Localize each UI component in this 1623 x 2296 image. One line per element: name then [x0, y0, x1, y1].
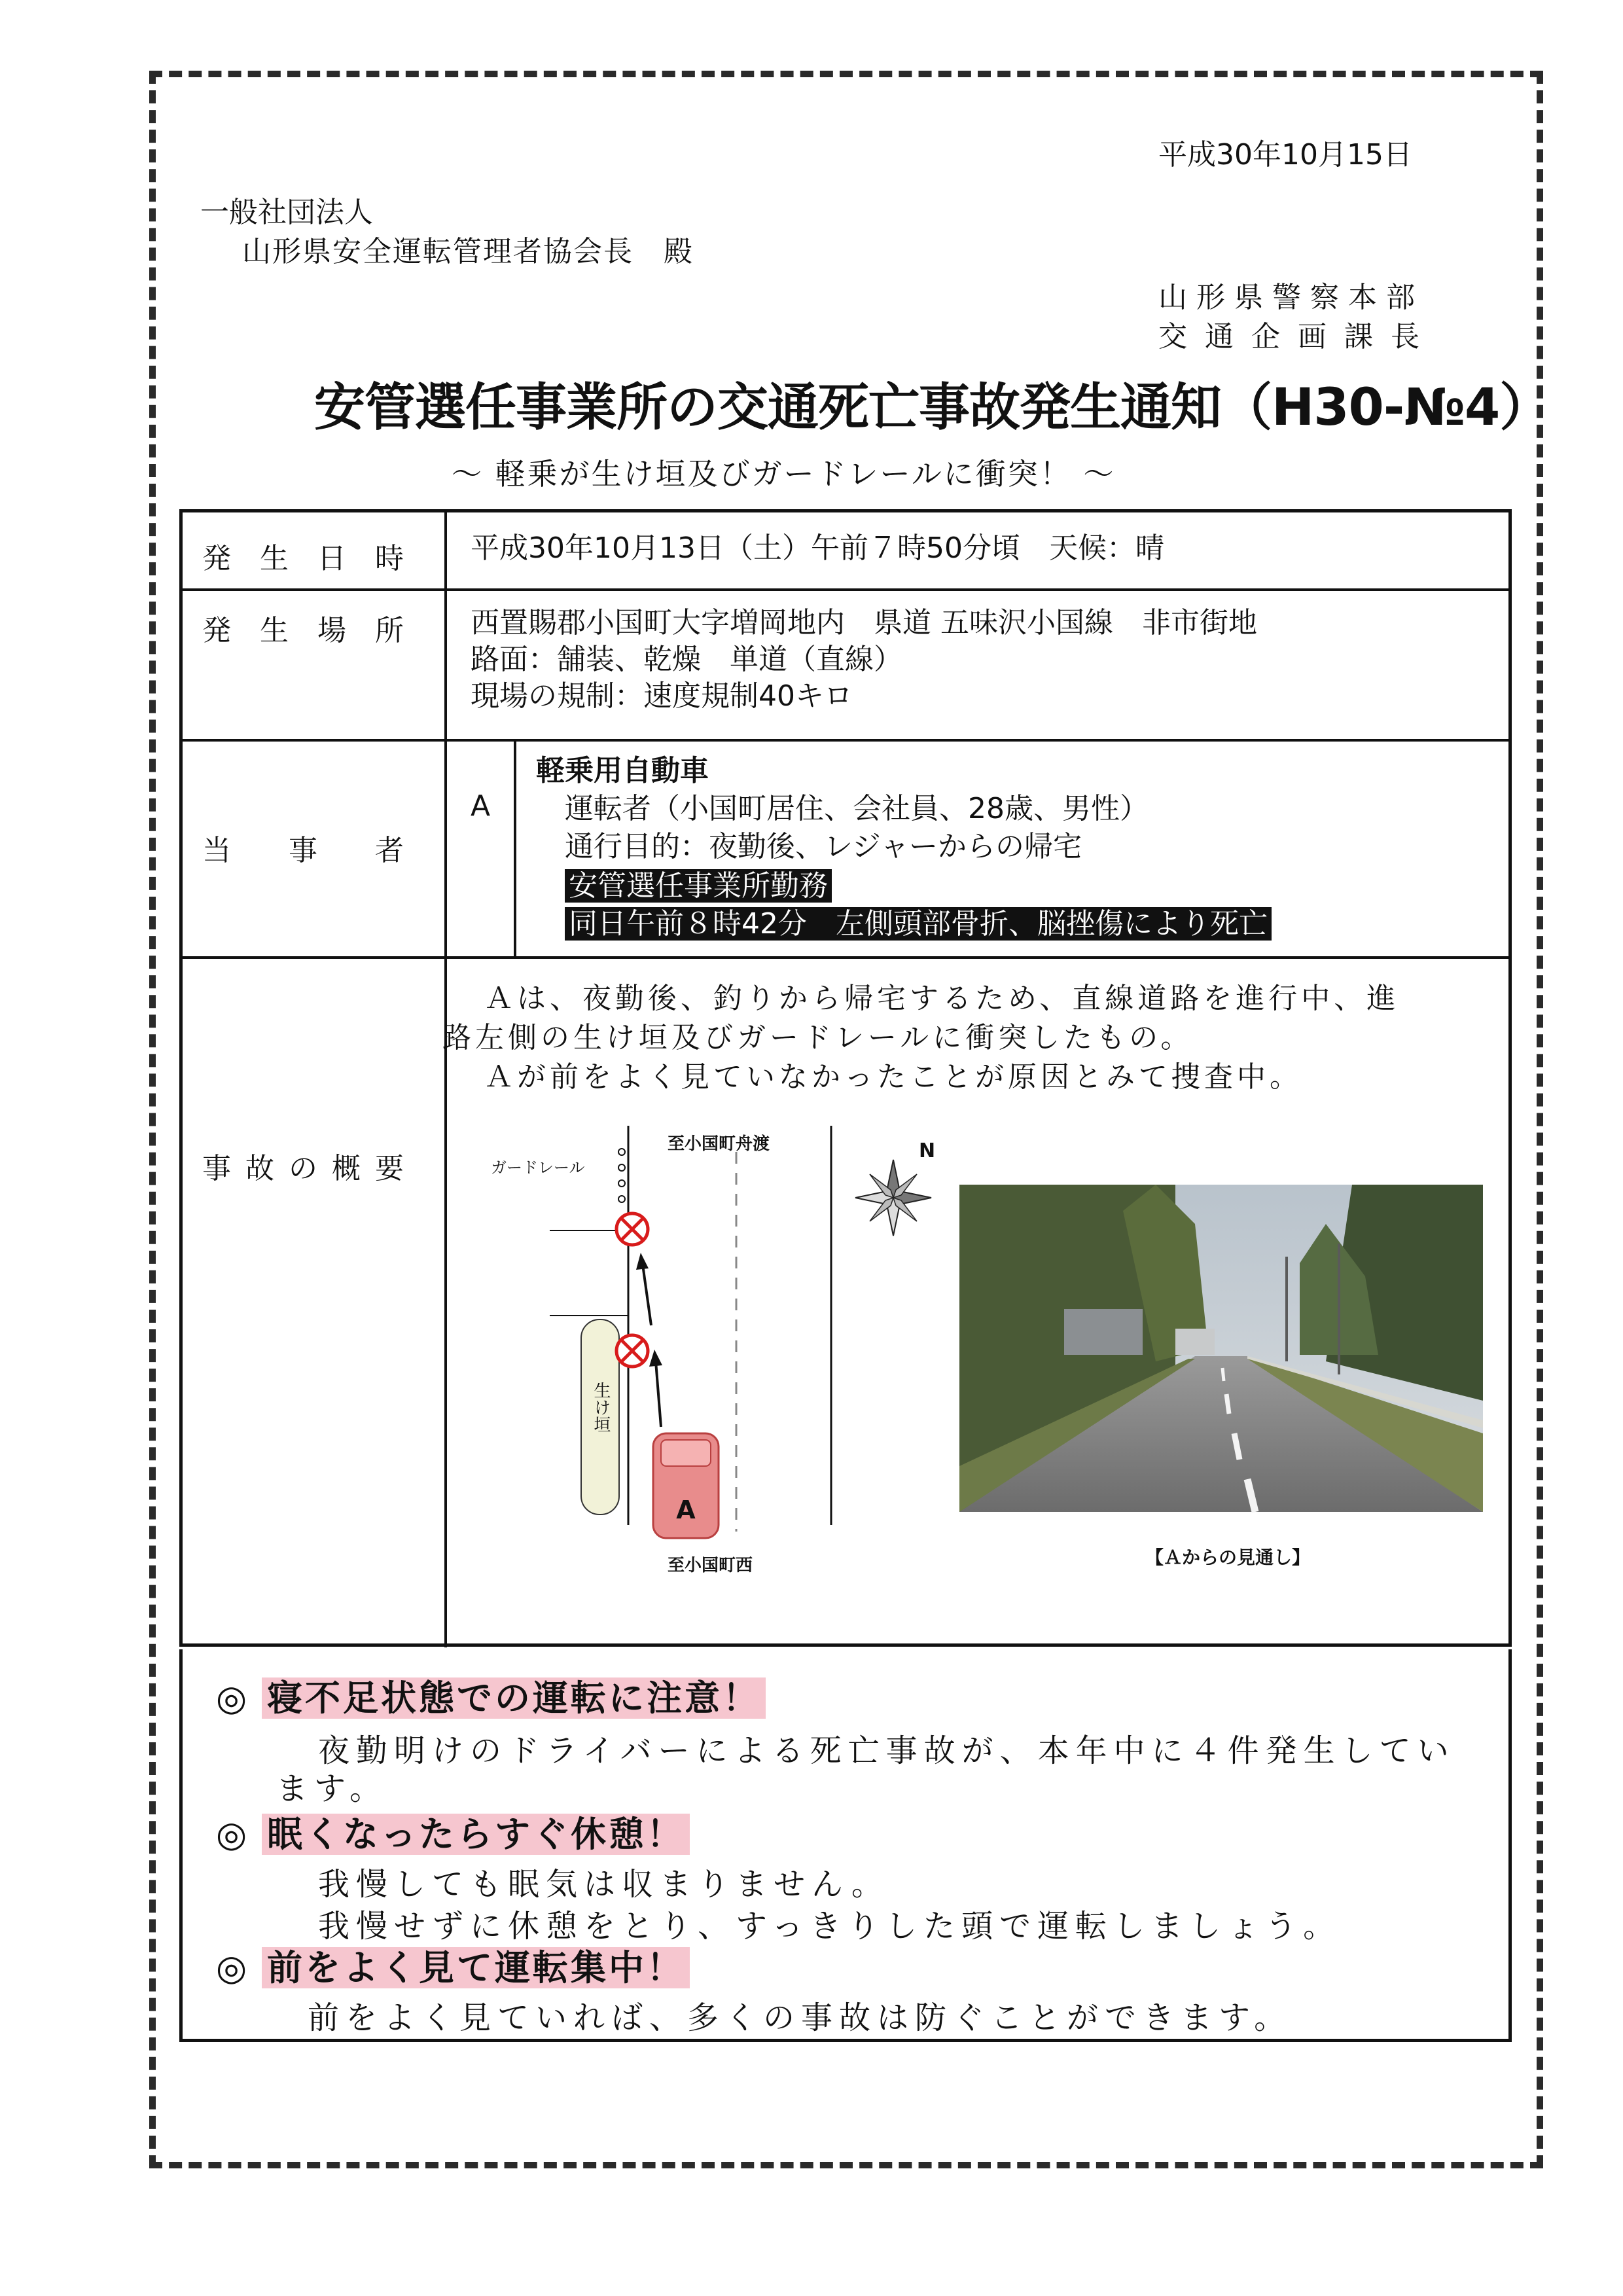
advice-text: ます。: [276, 1770, 388, 1807]
table-row-divider: [183, 588, 1508, 591]
place-line: 路面：舗装、乾燥 単道（直線）: [471, 643, 902, 676]
north-destination-label: 至小国町舟渡: [668, 1134, 770, 1154]
south-destination-label: 至小国町西: [668, 1556, 753, 1575]
advice-heading-focus: ◎ 前をよく見て運転集中！: [216, 1940, 690, 1990]
advice-text: 我慢せずに休憩をとり、すっきりした頭で運転しましょう。: [318, 1908, 1342, 1945]
summary-line: Ａは、夜勤後、釣りから帰宅するため、直線道路を進行中、進: [484, 982, 1400, 1015]
place-label: 発 生 場 所: [202, 614, 404, 647]
place-line: 現場の規制：速度規制40キロ: [471, 679, 853, 713]
datetime-label: 発 生 日 時: [202, 542, 404, 575]
guardrail-label: ガードレール: [491, 1158, 585, 1177]
addressee-org: 一般社団法人: [200, 196, 373, 229]
guardrail-post: [618, 1180, 625, 1187]
party-vehicle: 軽乗用自動車: [536, 754, 709, 787]
guardrail-post: [618, 1149, 625, 1155]
trajectory-arrow: [656, 1361, 661, 1427]
road-view-image: [959, 1185, 1483, 1512]
road-view-photo: [959, 1185, 1483, 1512]
sender-title: 交通企画課長: [1158, 320, 1437, 353]
datetime-value: 平成30年10月13日（土）午前７時50分頃 天候：晴: [471, 531, 1164, 565]
document-subtitle: ～ 軽乗が生け垣及びガードレールに衝突！ ～: [452, 456, 1116, 492]
accident-summary: [442, 979, 1400, 1097]
advice-text: 夜勤明けのドライバーによる死亡事故が、本年中に４件発生してい: [318, 1732, 1455, 1769]
party-id-divider: [514, 739, 516, 956]
summary-line: Ａが前をよく見ていなかったことが原因とみて捜査中。: [484, 1060, 1302, 1094]
photo-caption: 【Ａからの見通し】: [1145, 1547, 1311, 1568]
compass-icon: [855, 1160, 931, 1236]
advice-heading-rest: ◎ 眠くなったらすぐ休憩！: [216, 1806, 690, 1857]
summary-line: 路左側の生け垣及びガードレールに衝突したもの。: [442, 1021, 1194, 1054]
party-id: A: [471, 789, 491, 823]
notice-date: 平成30年10月15日: [1158, 138, 1412, 171]
trajectory-arrow: [643, 1265, 651, 1325]
double-circle-icon: ◎: [216, 1677, 250, 1719]
table-label-divider: [444, 512, 447, 1647]
guardrail-post: [618, 1164, 625, 1171]
place-line: 西置賜郡小国町大字増岡地内 県道 五味沢小国線 非市街地: [471, 606, 1257, 639]
arrow-head: [649, 1350, 662, 1367]
double-circle-icon: ◎: [216, 1814, 250, 1855]
advice-heading-sleep: ◎ 寝不足状態での運転に注意！: [216, 1670, 766, 1721]
guardrail-post: [618, 1196, 625, 1202]
advice-text: 我慢しても眠気は収まりません。: [318, 1866, 889, 1903]
party-driver: 運転者（小国町居住、会社員、28歳、男性）: [565, 792, 1149, 825]
summary-label: 事 故 の 概 要: [202, 1152, 406, 1185]
compass-north-label: N: [919, 1139, 936, 1162]
table-row-divider: [183, 739, 1508, 742]
party-outcome: 同日午前８時42分 左側頭部骨折、脳挫傷により死亡: [565, 907, 1272, 941]
party-purpose: 通行目的：夜勤後、レジャーからの帰宅: [565, 830, 1082, 863]
car-a-label: A: [676, 1496, 696, 1524]
accident-diagram: [471, 1113, 936, 1584]
arrow-head: [636, 1253, 649, 1270]
hedge-label: 生け垣: [591, 1382, 611, 1433]
double-circle-icon: ◎: [216, 1947, 250, 1988]
party-label: 当 事 者: [202, 834, 404, 867]
advice-text: 前をよく見ていれば、多くの事故は防ぐことができます。: [308, 2000, 1293, 2036]
addressee: 山形県安全運転管理者協会長 殿: [242, 235, 694, 268]
party-employment: 安管選任事業所勤務: [565, 869, 832, 903]
document-title: 安管選任事業所の交通死亡事故発生通知（H30-№4）: [314, 378, 1550, 437]
car-a-windshield: [661, 1440, 711, 1466]
table-row-divider: [183, 956, 1508, 959]
sender-org: 山形県警察本部: [1158, 281, 1424, 314]
